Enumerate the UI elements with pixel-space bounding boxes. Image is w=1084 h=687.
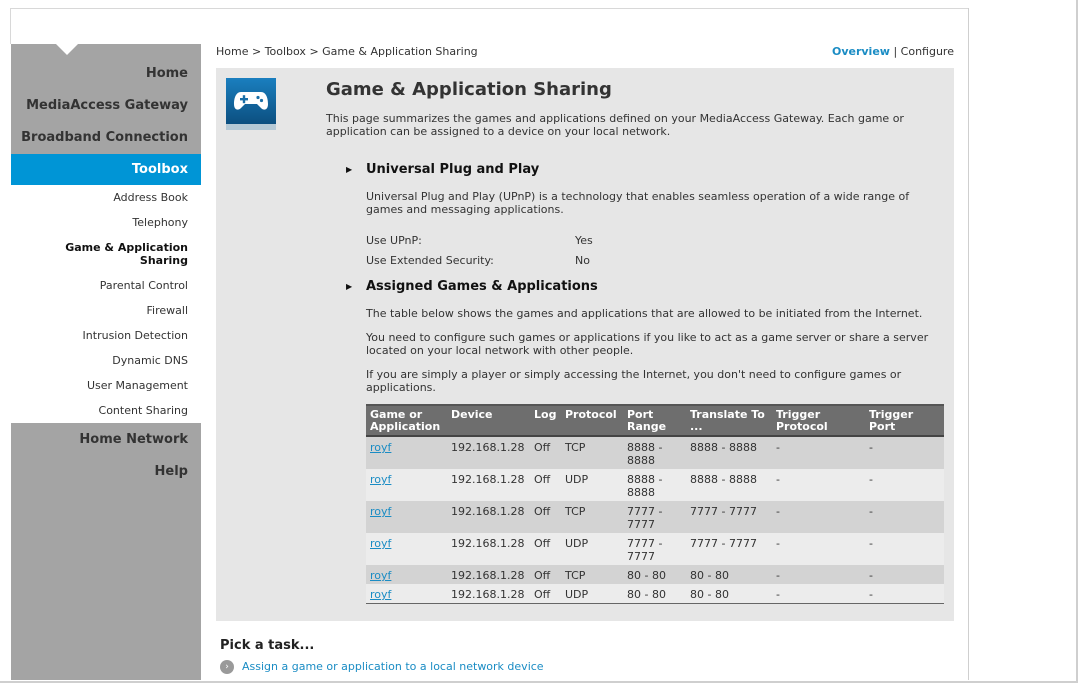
sidebar [11, 44, 201, 680]
table-cell: 192.168.1.28 [447, 584, 530, 604]
table-cell: - [865, 533, 944, 565]
upnp-description: Universal Plug and Play (UPnP) is a technology that enables seamless operation of a wide range of games and messaging applications. [366, 190, 910, 216]
table-cell: 192.168.1.28 [447, 533, 530, 565]
page-title: Game & Application Sharing [326, 79, 612, 100]
column-header: Device [447, 405, 530, 436]
upnp-heading: Universal Plug and Play [366, 162, 540, 177]
assigned-paragraph-1: The table below shows the games and applications that are allowed to be initiated from the Internet. [366, 307, 923, 320]
table-cell: - [772, 469, 865, 501]
application-link[interactable]: royf [370, 441, 392, 454]
extended-security-label: Use Extended Security: [366, 254, 494, 267]
task-assign-game-label: Assign a game or application to a local network device [242, 660, 544, 673]
table-cell: 80 - 80 [623, 584, 686, 604]
nav-help[interactable]: Help [154, 464, 188, 479]
right-divider [968, 8, 969, 680]
extended-security-value: No [575, 254, 590, 267]
nav-toolbox[interactable] [11, 154, 201, 185]
table-cell: 8888 - 8888 [686, 436, 772, 469]
table-cell: 8888 - 8888 [623, 436, 686, 469]
table-cell: - [772, 436, 865, 469]
subnav-parental-control[interactable]: Parental Control [99, 279, 188, 292]
table-cell: 192.168.1.28 [447, 436, 530, 469]
table-cell: Off [530, 584, 561, 604]
table-row [366, 469, 944, 501]
table-cell: - [865, 501, 944, 533]
application-link[interactable]: royf [370, 473, 392, 486]
table-cell: - [772, 584, 865, 604]
subnav-content-sharing[interactable]: Content Sharing [98, 404, 188, 417]
table-cell: TCP [561, 565, 623, 584]
overview-link[interactable]: Overview [831, 45, 890, 58]
nav-home-network[interactable]: Home Network [79, 432, 188, 447]
subnav-intrusion-detection[interactable]: Intrusion Detection [82, 329, 188, 342]
table-cell: UDP [561, 533, 623, 565]
table-cell: - [772, 533, 865, 565]
subnav-user-management[interactable]: User Management [86, 379, 188, 392]
table-cell: Off [530, 533, 561, 565]
application-link[interactable]: royf [370, 588, 392, 601]
table-row [366, 565, 944, 584]
arrow-right-icon: › [220, 660, 234, 674]
table-cell: Off [530, 469, 561, 501]
sidebar-notch [55, 43, 79, 55]
subnav-address-book[interactable]: Address Book [113, 191, 188, 204]
left-border [10, 8, 11, 44]
application-link[interactable]: royf [370, 505, 392, 518]
table-cell: 7777 - 7777 [686, 533, 772, 565]
triangle-right-icon: ▶ [346, 165, 353, 174]
application-link[interactable]: royf [370, 569, 392, 582]
table-cell: 7777 - 7777 [686, 501, 772, 533]
column-header: Log [530, 405, 561, 436]
pick-a-task-heading: Pick a task... [220, 638, 315, 653]
assigned-games-table [366, 404, 944, 604]
table-cell: TCP [561, 436, 623, 469]
table-cell: - [865, 436, 944, 469]
assigned-paragraph-3: If you are simply a player or simply accessing the Internet, you don't need to configure games or applications. [366, 368, 902, 394]
column-header: Trigger Protocol [772, 405, 865, 436]
table-cell: 8888 - 8888 [686, 469, 772, 501]
view-separator: | [893, 45, 898, 58]
subnav-game-application-sharing[interactable]: Game & Application Sharing [65, 241, 188, 267]
triangle-right-icon: ▶ [346, 282, 353, 291]
table-cell: 192.168.1.28 [447, 469, 530, 501]
table-row [366, 533, 944, 565]
breadcrumb: Home > Toolbox > Game & Application Sharing [216, 45, 478, 58]
table-cell: - [772, 501, 865, 533]
table-cell: - [865, 584, 944, 604]
nav-toolbox-label: Toolbox [131, 162, 188, 177]
configure-link[interactable]: Configure [900, 45, 954, 58]
page-intro: This page summarizes the games and applications defined on your MediaAccess Gateway. Each game or application can be assigned to a device on your local network. [326, 112, 904, 138]
table-cell: 80 - 80 [623, 565, 686, 584]
content-panel [216, 68, 954, 621]
table-cell: 80 - 80 [686, 584, 772, 604]
use-upnp-value: Yes [575, 234, 593, 247]
table-cell: 7777 - 7777 [623, 501, 686, 533]
nav-home[interactable]: Home [145, 66, 188, 81]
table-cell: 80 - 80 [686, 565, 772, 584]
assigned-paragraph-2: You need to configure such games or applications if you like to act as a game server or share a server located on your local network with other people. [366, 331, 929, 357]
subnav-firewall[interactable]: Firewall [146, 304, 188, 317]
table-cell: UDP [561, 469, 623, 501]
column-header: Game or Application [366, 405, 447, 436]
table-cell: - [865, 469, 944, 501]
column-header: Protocol [561, 405, 623, 436]
assigned-heading: Assigned Games & Applications [366, 279, 598, 294]
table-cell: Off [530, 565, 561, 584]
use-upnp-label: Use UPnP: [366, 234, 422, 247]
table-cell: 192.168.1.28 [447, 501, 530, 533]
table-cell: - [772, 565, 865, 584]
top-border [10, 8, 968, 9]
table-cell: 8888 - 8888 [623, 469, 686, 501]
table-header-row [366, 405, 944, 436]
subnav-telephony[interactable]: Telephony [132, 216, 188, 229]
table-cell: Off [530, 501, 561, 533]
application-link[interactable]: royf [370, 537, 392, 550]
column-header: Trigger Port [865, 405, 944, 436]
subnav-dynamic-dns[interactable]: Dynamic DNS [112, 354, 188, 367]
nav-broadband-connection[interactable]: Broadband Connection [21, 130, 188, 145]
table-row [366, 436, 944, 469]
table-cell: Off [530, 436, 561, 469]
view-switcher [832, 45, 954, 58]
toolbox-subnav [11, 185, 201, 423]
table-cell: 192.168.1.28 [447, 565, 530, 584]
table-cell: UDP [561, 584, 623, 604]
gamepad-icon [226, 78, 276, 130]
task-assign-game[interactable] [220, 660, 544, 674]
table-cell: - [865, 565, 944, 584]
table-row [366, 584, 944, 604]
column-header: Port Range [623, 405, 686, 436]
table-row [366, 501, 944, 533]
table-cell: 7777 - 7777 [623, 533, 686, 565]
table-cell: TCP [561, 501, 623, 533]
column-header: Translate To ... [686, 405, 772, 436]
nav-mediaaccess-gateway[interactable]: MediaAccess Gateway [26, 98, 188, 113]
